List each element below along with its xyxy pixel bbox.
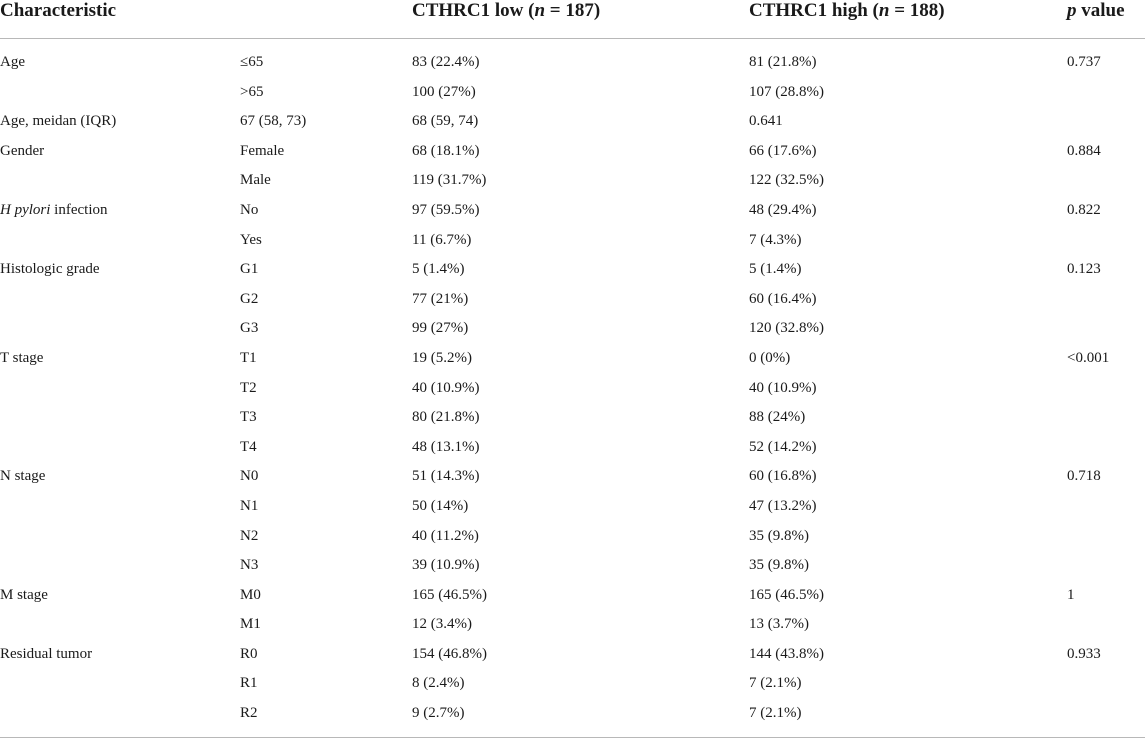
cell-cthrc1-high: 0.641 <box>749 113 783 130</box>
cell-cthrc1-low: 83 (22.4%) <box>412 54 480 70</box>
cell-characteristic-text: M stage <box>0 586 48 603</box>
cell-cthrc1-high: 7 (2.1%) <box>749 705 802 722</box>
cell-cthrc1-low: 68 (18.1%) <box>412 142 480 159</box>
cell-subgroup: T2 <box>240 379 257 396</box>
cell-p-value: 0.718 <box>1067 468 1101 485</box>
table-bottom-rule <box>0 737 1145 738</box>
table-row <box>0 345 1145 375</box>
cell-subgroup: Female <box>240 142 285 159</box>
header-high-suffix: = 188) <box>889 0 945 21</box>
cell-cthrc1-high: 60 (16.4%) <box>749 290 817 307</box>
cell-cthrc1-low: 99 (27%) <box>412 320 469 337</box>
header-characteristic-text: Characteristic <box>0 0 117 21</box>
header-characteristic <box>0 0 116 22</box>
cell-characteristic <box>0 54 25 71</box>
cell-characteristic <box>0 587 48 604</box>
table-row <box>0 375 1145 405</box>
cell-characteristic <box>0 350 43 367</box>
cell-cthrc1-high: 5 (1.4%) <box>749 261 802 278</box>
cell-characteristic <box>0 113 116 130</box>
cell-subgroup: T3 <box>240 409 257 426</box>
cell-cthrc1-high: 88 (24%) <box>749 409 806 426</box>
cell-cthrc1-high: 13 (3.7%) <box>749 616 809 633</box>
cell-cthrc1-low: 8 (2.4%) <box>412 675 465 692</box>
cell-subgroup: ≤65 <box>240 54 264 70</box>
cell-subgroup: N2 <box>240 527 259 544</box>
cell-cthrc1-high: 48 (29.4%) <box>749 201 817 218</box>
cell-characteristic-text: Gender <box>0 142 45 159</box>
cell-cthrc1-high: 7 (4.3%) <box>749 231 802 248</box>
cell-subgroup: Male <box>240 172 271 189</box>
cell-subgroup: G2 <box>240 290 259 307</box>
cell-cthrc1-low: 51 (14.3%) <box>412 468 480 485</box>
cell-cthrc1-low: 80 (21.8%) <box>412 409 480 426</box>
cell-p-value: <0.001 <box>1067 349 1110 366</box>
cell-cthrc1-low: 11 (6.7%) <box>412 231 472 248</box>
cell-cthrc1-high: 35 (9.8%) <box>749 557 809 574</box>
table-body <box>0 49 1145 730</box>
cell-cthrc1-high: 60 (16.8%) <box>749 468 817 485</box>
cell-subgroup: N3 <box>240 557 259 574</box>
cell-subgroup: 67 (58, 73) <box>240 113 307 130</box>
table-row <box>0 256 1145 286</box>
table-row <box>0 434 1145 464</box>
cell-cthrc1-low: 39 (10.9%) <box>412 557 480 574</box>
cell-characteristic-text: Histologic grade <box>0 261 100 278</box>
cell-subgroup: No <box>240 201 259 218</box>
header-high-n: n <box>878 0 890 21</box>
cell-characteristic-text: Age, meidan (IQR) <box>0 113 117 130</box>
cell-cthrc1-high: 7 (2.1%) <box>749 675 802 692</box>
header-low-prefix: CTHRC1 low ( <box>412 0 535 21</box>
header-p-suffix: value <box>1076 0 1125 21</box>
header-high-prefix: CTHRC1 high ( <box>749 0 879 21</box>
table-row <box>0 611 1145 641</box>
cell-characteristic-text: T stage <box>0 349 44 366</box>
table-row <box>0 700 1145 730</box>
table-row <box>0 49 1145 79</box>
cell-cthrc1-low: 12 (3.4%) <box>412 616 472 633</box>
cell-subgroup: R0 <box>240 645 258 662</box>
cell-cthrc1-high: 47 (13.2%) <box>749 497 817 514</box>
cell-cthrc1-high: 144 (43.8%) <box>749 645 824 662</box>
cell-subgroup: >65 <box>240 83 264 100</box>
table-row <box>0 227 1145 257</box>
cell-cthrc1-low: 77 (21%) <box>412 290 469 307</box>
table-row <box>0 138 1145 168</box>
table-row <box>0 582 1145 612</box>
cell-cthrc1-low: 50 (14%) <box>412 497 469 514</box>
table-header <box>0 0 1145 39</box>
cell-subgroup: T4 <box>240 438 257 455</box>
table-row <box>0 315 1145 345</box>
cell-subgroup: G1 <box>240 261 259 278</box>
cell-p-value: 0.884 <box>1067 142 1101 159</box>
cell-characteristic-text: N stage <box>0 468 46 485</box>
cell-cthrc1-high: 40 (10.9%) <box>749 379 817 396</box>
cell-cthrc1-high: 52 (14.2%) <box>749 438 817 455</box>
cell-cthrc1-low: 154 (46.8%) <box>412 645 487 662</box>
cell-characteristic-text: infection <box>50 201 108 218</box>
table-row <box>0 404 1145 434</box>
cell-subgroup: T1 <box>240 349 257 366</box>
cell-cthrc1-low: 97 (59.5%) <box>412 201 480 218</box>
cell-characteristic-text: Age <box>0 54 25 70</box>
cell-cthrc1-low: 40 (10.9%) <box>412 379 480 396</box>
cell-cthrc1-low: 48 (13.1%) <box>412 438 480 455</box>
cell-characteristic <box>0 646 92 663</box>
cell-cthrc1-high: 0 (0%) <box>749 349 791 366</box>
cell-cthrc1-high: 66 (17.6%) <box>749 142 817 159</box>
cell-subgroup: Yes <box>240 231 262 248</box>
cell-cthrc1-high: 120 (32.8%) <box>749 320 824 337</box>
cell-cthrc1-low: 68 (59, 74) <box>412 113 479 130</box>
cell-subgroup: R1 <box>240 675 258 692</box>
cell-characteristic-italic: H pylori <box>0 201 51 218</box>
cell-subgroup: G3 <box>240 320 259 337</box>
cell-subgroup: N0 <box>240 468 259 485</box>
header-cthrc1-low <box>412 0 600 22</box>
header-low-suffix: = 187) <box>545 0 601 21</box>
cell-cthrc1-low: 119 (31.7%) <box>412 172 487 189</box>
table-row <box>0 463 1145 493</box>
table-row <box>0 670 1145 700</box>
cell-subgroup: M0 <box>240 586 261 603</box>
cell-characteristic <box>0 202 108 219</box>
cell-cthrc1-low: 19 (5.2%) <box>412 349 472 366</box>
table-row <box>0 197 1145 227</box>
cell-characteristic-text: Residual tumor <box>0 645 93 662</box>
cell-cthrc1-low: 100 (27%) <box>412 83 476 100</box>
header-p-italic: p <box>1067 0 1077 21</box>
cell-cthrc1-low: 40 (11.2%) <box>412 527 479 544</box>
cell-p-value: 0.822 <box>1067 201 1101 218</box>
cell-characteristic <box>0 468 45 485</box>
cell-cthrc1-high: 165 (46.5%) <box>749 586 824 603</box>
header-cthrc1-high <box>749 0 945 22</box>
cell-cthrc1-high: 107 (28.8%) <box>749 83 824 100</box>
header-p-value <box>1067 0 1125 22</box>
table-row <box>0 108 1145 138</box>
cell-subgroup: R2 <box>240 705 258 722</box>
cell-cthrc1-high: 35 (9.8%) <box>749 527 809 544</box>
table-row <box>0 167 1145 197</box>
cell-p-value: 0.933 <box>1067 645 1101 662</box>
table-row <box>0 641 1145 671</box>
cell-subgroup: N1 <box>240 497 259 514</box>
cell-p-value: 1 <box>1067 586 1075 603</box>
table-row <box>0 286 1145 316</box>
table-row <box>0 552 1145 582</box>
cell-subgroup: M1 <box>240 616 261 633</box>
table-row <box>0 493 1145 523</box>
cell-cthrc1-high: 122 (32.5%) <box>749 172 824 189</box>
cell-characteristic <box>0 261 100 278</box>
cell-cthrc1-low: 5 (1.4%) <box>412 261 465 278</box>
table-row <box>0 79 1145 109</box>
table-row <box>0 523 1145 553</box>
cell-cthrc1-high: 81 (21.8%) <box>749 54 817 70</box>
cell-cthrc1-low: 165 (46.5%) <box>412 586 487 603</box>
cell-p-value: 0.737 <box>1067 54 1101 70</box>
header-low-n: n <box>534 0 546 21</box>
cell-characteristic <box>0 143 44 160</box>
cell-p-value: 0.123 <box>1067 261 1101 278</box>
cell-cthrc1-low: 9 (2.7%) <box>412 705 465 722</box>
